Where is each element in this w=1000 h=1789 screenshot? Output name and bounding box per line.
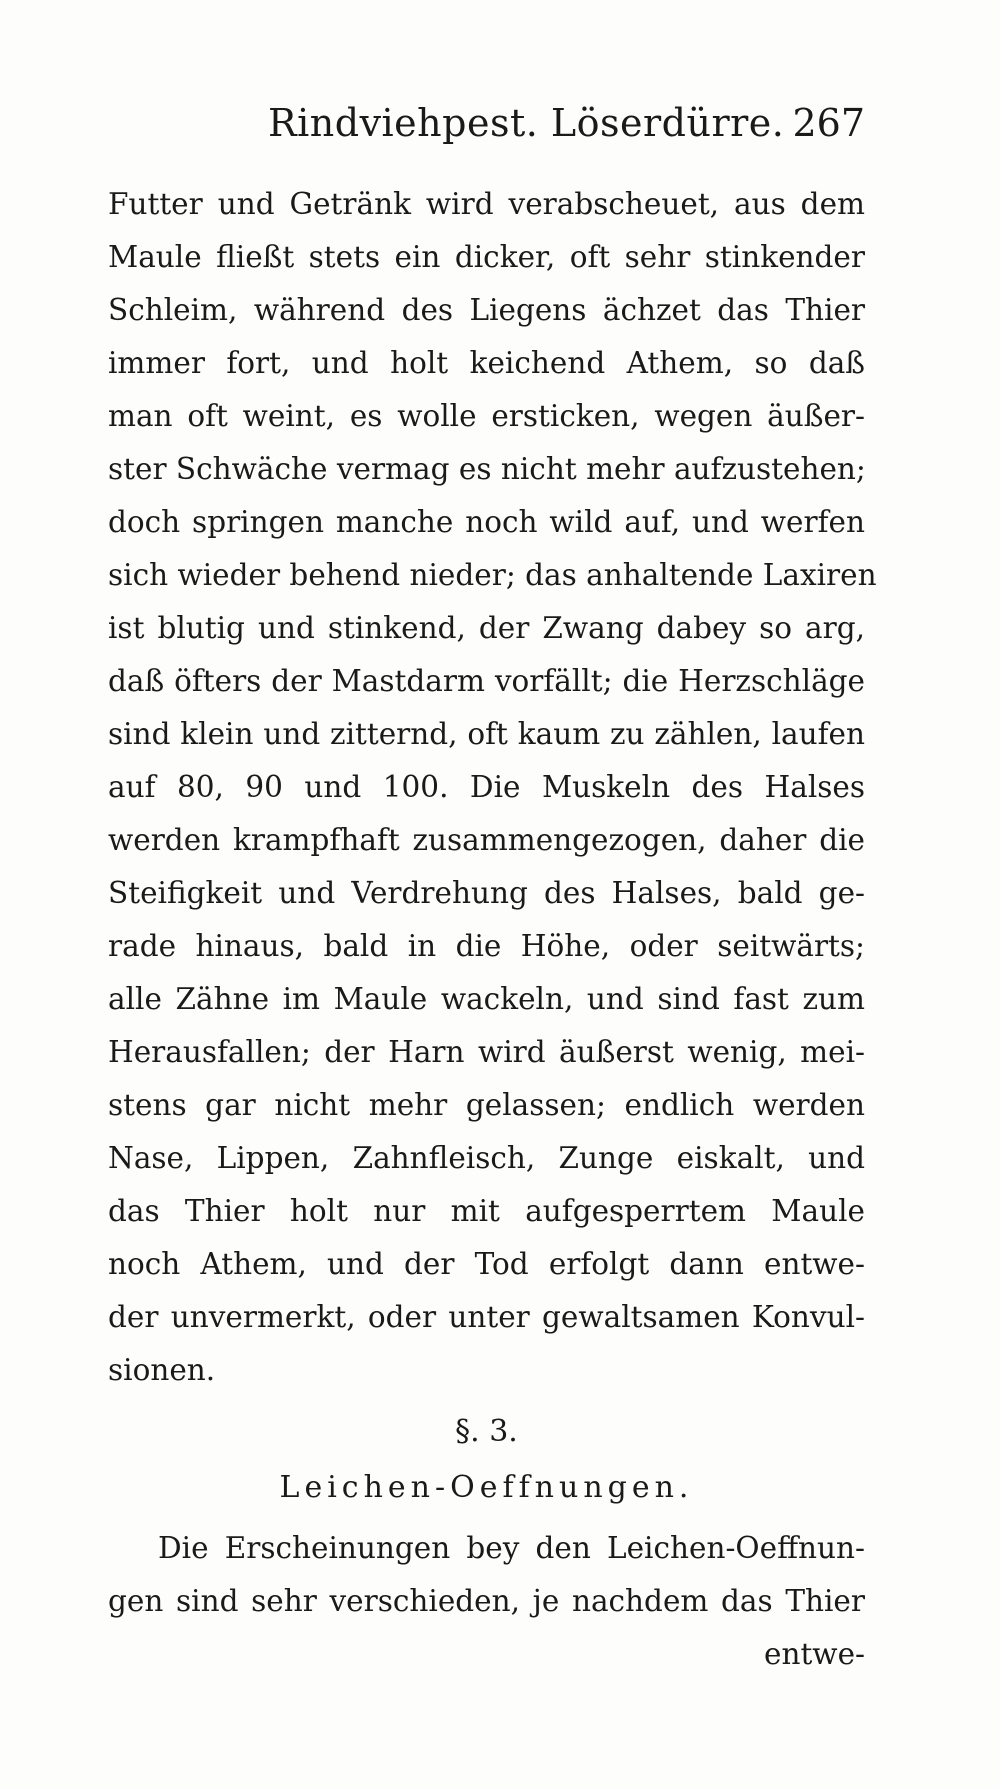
text-line: Die Erscheinungen bey den Leichen-Oeffnun-	[158, 1531, 865, 1565]
text-line: Maule fließt stets ein dicker, oft sehr stinkender	[108, 240, 865, 274]
section-title: Leichen-Oeffnungen.	[279, 1470, 694, 1505]
text-line: Steifigkeit und Verdrehung des Halses, bald ge-	[108, 876, 865, 910]
text-line: man oft weint, es wolle ersticken, wegen äußer-	[108, 399, 865, 433]
body-text	[108, 178, 877, 1397]
text-line: alle Zähne im Maule wackeln, und sind fast zum	[108, 982, 865, 1016]
text-line: der unvermerkt, oder unter gewaltsamen Konvul-	[108, 1300, 865, 1334]
text-line: Nase, Lippen, Zahnfleisch, Zunge eiskalt, und	[108, 1141, 865, 1175]
page-number: 267	[792, 101, 865, 145]
text-line: doch springen manche noch wild auf, und werfen	[108, 505, 865, 539]
text-line: daß öfters der Mastdarm vorfällt; die Herzschläge	[108, 664, 865, 698]
text-line: immer fort, und holt keichend Athem, so daß	[108, 346, 865, 380]
catchword: entwe-	[764, 1637, 865, 1671]
text-line: sind klein und zitternd, oft kaum zu zählen, laufen	[108, 717, 865, 751]
text-line: gen sind sehr verschieden, je nachdem das Thier	[108, 1584, 865, 1618]
text-line: sich wieder behend nieder; das anhaltende Laxiren	[108, 558, 877, 592]
text-line: ist blutig und stinkend, der Zwang dabey so arg,	[108, 611, 865, 645]
text-line: ster Schwäche vermag es nicht mehr aufzustehen;	[108, 452, 866, 486]
text-line: Schleim, während des Liegens ächzet das Thier	[108, 293, 865, 327]
section-body	[108, 1522, 865, 1628]
text-line: rade hinaus, bald in die Höhe, oder seitwärts;	[108, 929, 865, 963]
text-line: sionen.	[108, 1353, 216, 1387]
text-line: das Thier holt nur mit aufgesperrtem Maule	[108, 1194, 865, 1228]
section	[108, 1404, 865, 1681]
text-line: noch Athem, und der Tod erfolgt dann entwe-	[108, 1247, 865, 1281]
section-number: §. 3.	[455, 1414, 518, 1449]
text-line: Herausfallen; der Harn wird äußerst wenig, mei-	[108, 1035, 865, 1069]
running-title: Rindviehpest. Löserdürre.	[268, 101, 785, 145]
text-line: stens gar nicht mehr gelassen; endlich werden	[108, 1088, 865, 1122]
text-line: werden krampfhaft zusammengezogen, daher die	[108, 823, 865, 857]
text-line: Futter und Getränk wird verabscheuet, aus dem	[108, 187, 865, 221]
running-head	[110, 92, 865, 154]
text-line: auf 80, 90 und 100. Die Muskeln des Halses	[108, 770, 865, 804]
